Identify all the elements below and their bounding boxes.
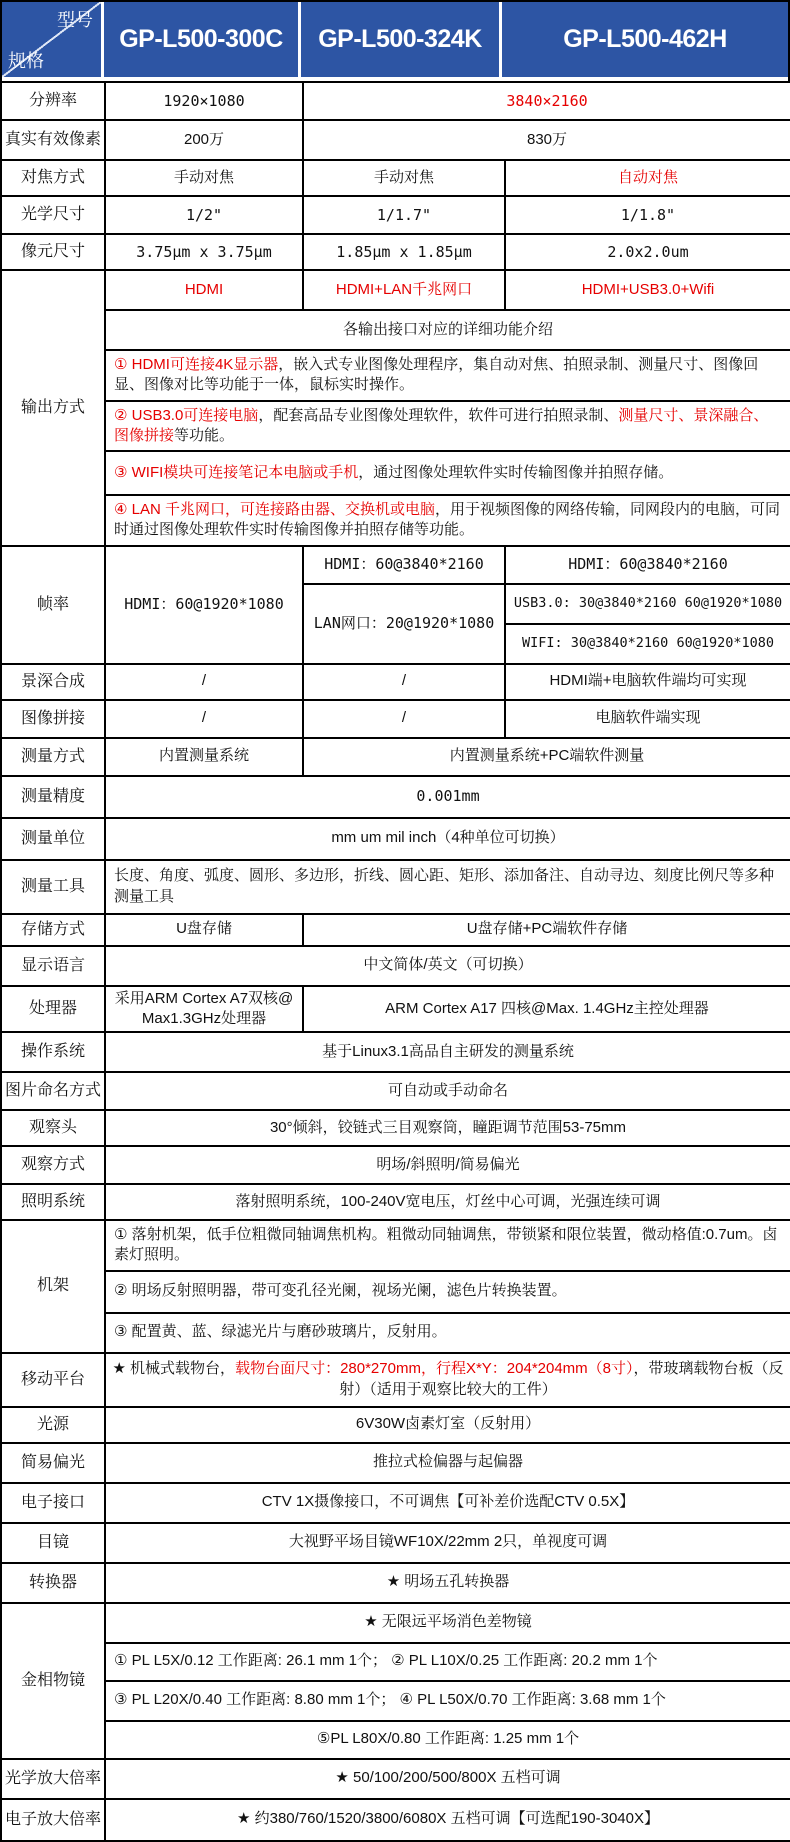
nosepiece-label: 转换器 bbox=[1, 1563, 105, 1603]
cpu-300c: 采用ARM Cortex A7双核@Max1.3GHz处理器 bbox=[105, 986, 303, 1033]
focus-462h: 自动对焦 bbox=[505, 160, 790, 196]
row-nosepiece bbox=[1, 1563, 790, 1603]
stitch-300c: / bbox=[105, 700, 303, 738]
row-eyepiece bbox=[1, 1523, 790, 1563]
platform-all bbox=[105, 1353, 790, 1407]
row-digital-mag bbox=[1, 1799, 790, 1841]
resolution-300c: 1920×1080 bbox=[105, 82, 303, 120]
optical-mag-label: 光学放大倍率 bbox=[1, 1759, 105, 1799]
objectives-item-3: ⑤PL L80X/0.80 工作距离: 1.25 mm 1个 bbox=[105, 1721, 790, 1759]
pixels-324k-462h: 830万 bbox=[303, 120, 790, 160]
language-all: 中文简体/英文（可切换） bbox=[105, 946, 790, 986]
row-stand-2 bbox=[1, 1271, 790, 1313]
framerate-label: 帧率 bbox=[1, 546, 105, 664]
optical-size-324k: 1/1.7" bbox=[303, 196, 505, 234]
light-all: 6V30W卤素灯室（反射用） bbox=[105, 1407, 790, 1443]
framerate-324k-hdmi: HDMI：60@3840*2160 bbox=[303, 546, 505, 584]
pixels-label: 真实有效像素 bbox=[1, 120, 105, 160]
output-feature-3-highlight: ③ WIFI模块可连接笔记本电脑或手机 bbox=[114, 463, 359, 481]
pixel-size-324k: 1.85μm x 1.85μm bbox=[303, 234, 505, 270]
row-storage bbox=[1, 914, 790, 946]
storage-label: 存储方式 bbox=[1, 914, 105, 946]
head-label: 观察头 bbox=[1, 1110, 105, 1146]
platform-highlight: 载物台面尺寸：280*270mm，行程X*Y：204*204mm（8寸） bbox=[235, 1360, 634, 1378]
objectives-label: 金相物镜 bbox=[1, 1603, 105, 1759]
row-framerate-1 bbox=[1, 546, 790, 584]
naming-all: 可自动或手动命名 bbox=[105, 1072, 790, 1110]
row-output-feature-3 bbox=[1, 451, 790, 495]
eyepiece-all: 大视野平场目镜WF10X/22mm 2只，单视度可调 bbox=[105, 1523, 790, 1563]
output-feature-2-highlight-2: 测量尺寸、景深融合、图像拼接 bbox=[114, 406, 769, 444]
row-stand-1 bbox=[1, 1220, 790, 1271]
tools-all: 长度、角度、弧度、圆形、多边形，折线、圆心距、矩形、添加备注、自动寻边、刻度比例尺等多种测量工具 bbox=[105, 860, 790, 914]
output-feature-4 bbox=[105, 495, 790, 546]
output-feature-4-highlight: ④ LAN 千兆网口，可连接路由器、交换机或电脑 bbox=[114, 501, 435, 518]
platform-label: 移动平台 bbox=[1, 1353, 105, 1407]
output-feature-1-text: ，嵌入式专业图像处理程序，集自动对焦、拍照录制、测量尺寸、图像回显、图像对比等功能于一体，鼠标实时操作。 bbox=[114, 356, 759, 394]
output-label: 输出方式 bbox=[1, 270, 105, 546]
row-language bbox=[1, 946, 790, 986]
pixel-size-462h: 2.0x2.0um bbox=[505, 234, 790, 270]
storage-300c: U盘存储 bbox=[105, 914, 303, 946]
row-head bbox=[1, 1110, 790, 1146]
row-objectives-1 bbox=[1, 1643, 790, 1681]
row-resolution bbox=[1, 82, 790, 120]
naming-label: 图片命名方式 bbox=[1, 1072, 105, 1110]
corner-label-model: 型号 bbox=[57, 10, 93, 30]
row-polarizer bbox=[1, 1443, 790, 1483]
resolution-324k-462h: 3840×2160 bbox=[303, 82, 790, 120]
stitch-462h: 电脑软件端实现 bbox=[505, 700, 790, 738]
framerate-324k-lan: LAN网口：20@1920*1080 bbox=[303, 584, 505, 664]
row-objectives-0 bbox=[1, 1603, 790, 1643]
units-label: 测量单位 bbox=[1, 818, 105, 860]
dof-300c: / bbox=[105, 664, 303, 700]
row-focus bbox=[1, 160, 790, 196]
stitch-324k: / bbox=[303, 700, 505, 738]
focus-300c: 手动对焦 bbox=[105, 160, 303, 196]
stand-item-1: ① 落射机架，低手位粗微同轴调焦机构。粗微动同轴调焦，带锁紧和限位装置，微动格值:0.7um。卤素灯照明。 bbox=[105, 1220, 790, 1271]
row-objectives-2 bbox=[1, 1681, 790, 1721]
row-output-interfaces bbox=[1, 270, 790, 310]
polarizer-all: 推拉式检偏器与起偏器 bbox=[105, 1443, 790, 1483]
model-column-324k bbox=[301, 2, 502, 77]
corner-cell bbox=[2, 2, 104, 77]
framerate-462h-usb: USB3.0: 30@3840*2160 60@1920*1080 bbox=[505, 584, 790, 624]
row-pixel-size bbox=[1, 234, 790, 270]
storage-324k-462h: U盘存储+PC端软件存储 bbox=[303, 914, 790, 946]
row-output-feature-1 bbox=[1, 350, 790, 401]
model-column-300c bbox=[104, 2, 301, 77]
row-output-feature-4 bbox=[1, 495, 790, 546]
output-feature-3 bbox=[105, 451, 790, 495]
measure-mode-324k-462h: 内置测量系统+PC端软件测量 bbox=[303, 738, 790, 776]
row-output-intro bbox=[1, 310, 790, 350]
model-name: GP-L500-324K bbox=[318, 25, 482, 53]
row-measure-mode bbox=[1, 738, 790, 776]
output-feature-3-text: ，通过图像处理软件实时传输图像并拍照存储。 bbox=[358, 463, 674, 481]
focus-324k: 手动对焦 bbox=[303, 160, 505, 196]
output-feature-1-highlight: ① HDMI可连接4K显示器 bbox=[114, 356, 279, 373]
row-output-feature-2 bbox=[1, 401, 790, 452]
precision-label: 测量精度 bbox=[1, 776, 105, 818]
framerate-462h-hdmi: HDMI：60@3840*2160 bbox=[505, 546, 790, 584]
view-mode-all: 明场/斜照明/简易偏光 bbox=[105, 1146, 790, 1184]
pixels-300c: 200万 bbox=[105, 120, 303, 160]
measure-mode-300c: 内置测量系统 bbox=[105, 738, 303, 776]
stand-label: 机架 bbox=[1, 1220, 105, 1353]
row-dof bbox=[1, 664, 790, 700]
output-feature-1 bbox=[105, 350, 790, 401]
model-name: GP-L500-462H bbox=[563, 25, 727, 53]
pixel-size-label: 像元尺寸 bbox=[1, 234, 105, 270]
output-feature-4-text: ，用于视频图像的网络传输，同网段内的电脑，可同时通过图像处理软件实时传输图像并拍照存储等功能。 bbox=[114, 501, 780, 539]
stand-item-2: ② 明场反射照明器，带可变孔径光阑，视场光阑，滤色片转换装置。 bbox=[105, 1271, 790, 1313]
platform-text: ★ 机械式载物台， bbox=[112, 1360, 236, 1378]
platform-text-2: ，带玻璃载物台板（反射）（适用于观察比较大的工件） bbox=[339, 1360, 784, 1398]
head-all: 30°倾斜，铰链式三目观察筒，瞳距调节范围53-75mm bbox=[105, 1110, 790, 1146]
output-feature-2 bbox=[105, 401, 790, 452]
digital-mag-all: ★ 约380/760/1520/3800/6080X 五档可调【可选配190-3040X】 bbox=[105, 1799, 790, 1841]
row-platform bbox=[1, 1353, 790, 1407]
model-name: GP-L500-300C bbox=[119, 25, 283, 53]
output-intro: 各输出接口对应的详细功能介绍 bbox=[105, 310, 790, 350]
output-feature-2-highlight: ② USB3.0可连接电脑 bbox=[114, 406, 259, 424]
objectives-item-2: ③ PL L20X/0.40 工作距离: 8.80 mm 1个； ④ PL L50X/0.70 工作距离: 3.68 mm 1个 bbox=[105, 1681, 790, 1721]
output-feature-2-text-2: 等功能。 bbox=[174, 426, 235, 444]
light-label: 光源 bbox=[1, 1407, 105, 1443]
eyepiece-label: 目镜 bbox=[1, 1523, 105, 1563]
os-label: 操作系统 bbox=[1, 1032, 105, 1072]
dof-label: 景深合成 bbox=[1, 664, 105, 700]
output-iface-324k: HDMI+LAN千兆网口 bbox=[303, 270, 505, 310]
pixel-size-300c: 3.75μm x 3.75μm bbox=[105, 234, 303, 270]
resolution-label: 分辨率 bbox=[1, 82, 105, 120]
row-eport bbox=[1, 1483, 790, 1523]
stand-item-3: ③ 配置黄、蓝、绿滤光片与磨砂玻璃片，反射用。 bbox=[105, 1313, 790, 1353]
row-illumination bbox=[1, 1184, 790, 1220]
row-stand-3 bbox=[1, 1313, 790, 1353]
eport-all: CTV 1X摄像接口，不可调焦【可补差价选配CTV 0.5X】 bbox=[105, 1483, 790, 1523]
digital-mag-label: 电子放大倍率 bbox=[1, 1799, 105, 1841]
view-mode-label: 观察方式 bbox=[1, 1146, 105, 1184]
polarizer-label: 简易偏光 bbox=[1, 1443, 105, 1483]
row-units bbox=[1, 818, 790, 860]
row-optical-mag bbox=[1, 1759, 790, 1799]
dof-324k: / bbox=[303, 664, 505, 700]
optical-size-300c: 1/2" bbox=[105, 196, 303, 234]
illumination-all: 落射照明系统，100-240V宽电压，灯丝中心可调，光强连续可调 bbox=[105, 1184, 790, 1220]
framerate-300c: HDMI：60@1920*1080 bbox=[105, 546, 303, 664]
stitch-label: 图像拼接 bbox=[1, 700, 105, 738]
tools-label: 测量工具 bbox=[1, 860, 105, 914]
row-light bbox=[1, 1407, 790, 1443]
objectives-item-1: ① PL L5X/0.12 工作距离: 26.1 mm 1个； ② PL L10X/0.25 工作距离: 20.2 mm 1个 bbox=[105, 1643, 790, 1681]
corner-label-spec: 规格 bbox=[8, 51, 44, 71]
optical-size-462h: 1/1.8" bbox=[505, 196, 790, 234]
framerate-462h-wifi: WIFI: 30@3840*2160 60@1920*1080 bbox=[505, 624, 790, 664]
row-naming bbox=[1, 1072, 790, 1110]
row-view-mode bbox=[1, 1146, 790, 1184]
os-all: 基于Linux3.1高品自主研发的测量系统 bbox=[105, 1032, 790, 1072]
row-stitch bbox=[1, 700, 790, 738]
eport-label: 电子接口 bbox=[1, 1483, 105, 1523]
dof-462h: HDMI端+电脑软件端均可实现 bbox=[505, 664, 790, 700]
measure-mode-label: 测量方式 bbox=[1, 738, 105, 776]
optical-size-label: 光学尺寸 bbox=[1, 196, 105, 234]
row-effective-pixels bbox=[1, 120, 790, 160]
units-all: mm um mil inch（4种单位可切换） bbox=[105, 818, 790, 860]
cpu-324k-462h: ARM Cortex A17 四核@Max. 1.4GHz主控处理器 bbox=[303, 986, 790, 1033]
precision-all: 0.001mm bbox=[105, 776, 790, 818]
cpu-label: 处理器 bbox=[1, 986, 105, 1033]
output-feature-2-text: ，配套高品专业图像处理软件，软件可进行拍照录制、 bbox=[258, 406, 619, 424]
row-cpu bbox=[1, 986, 790, 1033]
row-precision bbox=[1, 776, 790, 818]
output-iface-300c: HDMI bbox=[105, 270, 303, 310]
model-column-462h bbox=[502, 2, 788, 77]
row-os bbox=[1, 1032, 790, 1072]
spec-table bbox=[0, 81, 790, 1842]
objectives-item-0: ★ 无限远平场消色差物镜 bbox=[105, 1603, 790, 1643]
nosepiece-all: ★ 明场五孔转换器 bbox=[105, 1563, 790, 1603]
row-tools bbox=[1, 860, 790, 914]
table-header bbox=[0, 0, 790, 81]
optical-mag-all: ★ 50/100/200/500/800X 五档可调 bbox=[105, 1759, 790, 1799]
output-iface-462h: HDMI+USB3.0+Wifi bbox=[505, 270, 790, 310]
row-optical-size bbox=[1, 196, 790, 234]
row-objectives-3 bbox=[1, 1721, 790, 1759]
focus-label: 对焦方式 bbox=[1, 160, 105, 196]
language-label: 显示语言 bbox=[1, 946, 105, 986]
illumination-label: 照明系统 bbox=[1, 1184, 105, 1220]
